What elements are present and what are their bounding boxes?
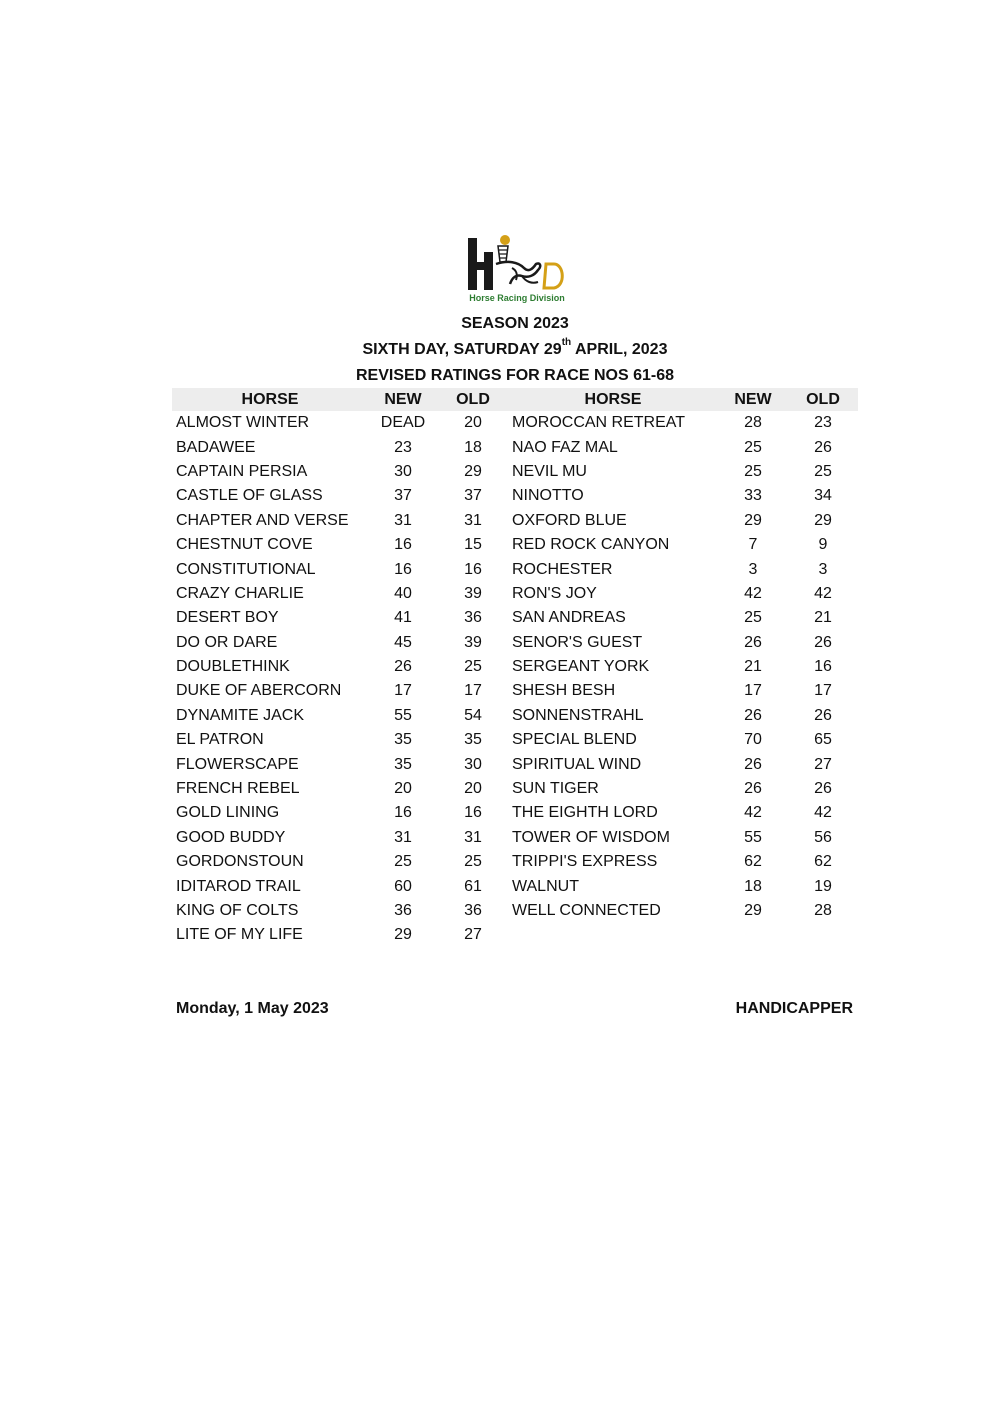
new-rating-right: 18 [744,877,762,895]
table-header-row [172,388,858,411]
old-rating-right: 62 [814,853,832,871]
table-row [172,679,858,703]
new-rating-left: 16 [394,804,412,822]
horse-name-left: FRENCH REBEL [176,780,300,798]
table-row [172,484,858,508]
old-rating-left: 18 [464,438,482,456]
old-rating-left: 35 [464,731,482,749]
table-row [172,874,858,898]
old-rating-right: 28 [814,902,832,919]
old-rating-left: 15 [464,536,482,554]
new-rating-right: 62 [744,853,762,871]
horse-name-left: EL PATRON [176,731,264,749]
horse-name-right: SERGEANT YORK [512,658,650,676]
new-rating-right: 26 [744,706,762,724]
new-rating-left: 20 [394,780,412,798]
horse-name-left: KING OF COLTS [176,902,299,919]
new-rating-right: 29 [744,902,762,919]
table-row [172,533,858,557]
hrd-logo [462,234,572,308]
horse-name-right: RON'S JOY [512,584,597,602]
horse-name-right: SAN ANDREAS [512,609,626,627]
horse-name-left: BADAWEE [176,438,256,456]
new-rating-left: DEAD [380,414,426,432]
col-new-right: NEW [718,388,788,411]
horse-name-left: GORDONSTOUN [176,853,304,871]
old-rating-right: 19 [814,877,832,895]
new-rating-left: 41 [394,609,412,627]
table-row [172,850,858,874]
race-day-ordinal: th [561,336,572,348]
horse-name-right: SPECIAL BLEND [512,731,637,749]
horse-name-left: DESERT BOY [176,609,279,627]
table-row [172,777,858,801]
horse-name-left: CAPTAIN PERSIA [176,462,308,480]
logo-caption: Horse Racing Division [469,293,565,303]
horse-name-left: GOOD BUDDY [176,828,286,846]
new-rating-left: 45 [394,633,412,651]
horse-name-right: TRIPPI'S EXPRESS [512,853,658,871]
horse-name-right [508,923,718,947]
col-new-left: NEW [368,388,438,411]
table-row [172,582,858,606]
old-rating-right: 26 [814,706,832,724]
new-rating-left: 16 [394,536,412,554]
old-rating-right: 3 [818,560,828,578]
table-row [172,509,858,533]
new-rating-left: 60 [394,877,412,895]
old-rating-right: 9 [818,536,828,554]
season-title: SEASON 2023 [461,315,569,332]
new-rating-left: 31 [394,511,412,529]
new-rating-right: 55 [744,828,762,846]
old-rating-left: 61 [464,877,482,895]
new-rating-right: 25 [744,438,762,456]
new-rating-right: 17 [744,682,762,700]
old-rating-right: 34 [814,487,832,505]
horse-name-left: CHESTNUT COVE [176,536,313,554]
old-rating-left: 39 [464,633,482,651]
horse-name-left: CHAPTER AND VERSE [176,511,349,529]
race-day-suffix: APRIL, 2023 [571,341,668,358]
old-rating-right: 26 [814,438,832,456]
old-rating-right: 42 [814,804,832,822]
old-rating-left: 37 [464,487,482,505]
horse-name-right: NINOTTO [512,487,584,505]
horse-name-right: SENOR'S GUEST [512,633,643,651]
table-row [172,460,858,484]
new-rating-left: 30 [394,462,412,480]
old-rating-left: 54 [464,706,482,724]
new-rating-left: 23 [394,438,412,456]
horse-name-left: DYNAMITE JACK [176,706,305,724]
old-rating-left: 36 [464,609,482,627]
new-rating-left: 31 [394,828,412,846]
race-day-title [172,336,858,360]
ratings-table [172,388,858,948]
horse-name-right: RED ROCK CANYON [512,536,670,554]
new-rating-left: 55 [394,706,412,724]
revised-ratings-title: REVISED RATINGS FOR RACE NOS 61-68 [356,367,674,384]
table-row [172,631,858,655]
new-rating-right: 26 [744,780,762,798]
old-rating-right: 25 [814,462,832,480]
table-row [172,435,858,459]
new-rating-left: 29 [394,926,412,944]
new-rating-left: 16 [394,560,412,578]
horse-name-right: ROCHESTER [512,560,613,578]
horse-name-left: CASTLE OF GLASS [176,487,323,505]
old-rating-right: 26 [814,780,832,798]
old-rating-right: 56 [814,828,832,846]
table-row [172,411,858,435]
horse-name-right: SHESH BESH [512,682,616,700]
new-rating-right: 21 [744,658,762,676]
old-rating-left: 36 [464,902,482,919]
new-rating-right [718,923,788,947]
new-rating-right: 70 [744,731,762,749]
horse-name-left: CONSTITUTIONAL [176,560,316,578]
horse-name-left: LITE OF MY LIFE [176,926,303,944]
horse-name-right: OXFORD BLUE [512,511,627,529]
old-rating-left: 30 [464,755,482,773]
horse-name-right: SPIRITUAL WIND [512,755,642,773]
col-old-left: OLD [438,388,508,411]
new-rating-right: 26 [744,633,762,651]
new-rating-right: 28 [744,414,762,432]
table-row [172,704,858,728]
ratings-body [172,411,858,948]
horse-name-left: DUKE OF ABERCORN [176,682,342,700]
old-rating-right: 29 [814,511,832,529]
horse-name-right: SUN TIGER [512,780,599,798]
horse-name-left: FLOWERSCAPE [176,755,299,773]
old-rating-left: 31 [464,511,482,529]
new-rating-left: 26 [394,658,412,676]
old-rating-left: 20 [464,414,482,432]
old-rating-right [788,923,858,947]
old-rating-right: 16 [814,658,832,676]
old-rating-right: 27 [814,755,832,773]
new-rating-left: 35 [394,755,412,773]
new-rating-left: 37 [394,487,412,505]
table-row [172,655,858,679]
horse-name-left: CRAZY CHARLIE [176,584,304,602]
horse-name-left: DOUBLETHINK [176,658,290,676]
old-rating-left: 20 [464,780,482,798]
new-rating-right: 42 [744,584,762,602]
table-row [172,557,858,581]
table-row [172,728,858,752]
race-day-prefix: SIXTH DAY, SATURDAY 29 [362,341,562,358]
horse-name-right: NEVIL MU [512,462,587,480]
old-rating-right: 65 [814,731,832,749]
horse-name-left: GOLD LINING [176,804,280,822]
old-rating-left: 17 [464,682,482,700]
new-rating-right: 25 [744,462,762,480]
col-old-right: OLD [788,388,858,411]
old-rating-left: 25 [464,853,482,871]
horse-name-left: ALMOST WINTER [176,414,310,432]
new-rating-right: 33 [744,487,762,505]
new-rating-left: 25 [394,853,412,871]
table-row [172,606,858,630]
new-rating-right: 42 [744,804,762,822]
horse-racing-logo-icon [462,234,572,294]
table-row [172,923,858,947]
old-rating-left: 31 [464,828,482,846]
old-rating-left: 29 [464,462,482,480]
horse-name-left: IDITAROD TRAIL [176,877,301,895]
new-rating-left: 36 [394,902,412,919]
new-rating-left: 40 [394,584,412,602]
old-rating-right: 26 [814,633,832,651]
new-rating-right: 26 [744,755,762,773]
horse-name-right: WELL CONNECTED [512,902,661,919]
horse-name-right: WALNUT [512,877,579,895]
new-rating-right: 3 [748,560,758,578]
footer-date: Monday, 1 May 2023 [176,1000,329,1017]
horse-name-right: TOWER OF WISDOM [512,828,670,846]
old-rating-right: 21 [814,609,832,627]
old-rating-left: 25 [464,658,482,676]
horse-name-right: THE EIGHTH LORD [512,804,658,822]
new-rating-left: 35 [394,731,412,749]
col-horse-left: HORSE [172,388,368,411]
footer-handicapper: HANDICAPPER [735,1000,853,1017]
old-rating-left: 16 [464,560,482,578]
old-rating-right: 23 [814,414,832,432]
new-rating-right: 7 [748,536,758,554]
old-rating-right: 17 [814,682,832,700]
old-rating-left: 39 [464,584,482,602]
table-row [172,899,858,923]
horse-name-right: MOROCCAN RETREAT [512,414,686,432]
old-rating-left: 27 [464,926,482,944]
col-horse-right: HORSE [508,388,718,411]
horse-name-right: SONNENSTRAHL [512,706,644,724]
old-rating-right: 42 [814,584,832,602]
table-row [172,801,858,825]
table-row [172,752,858,776]
new-rating-left: 17 [394,682,412,700]
horse-name-right: NAO FAZ MAL [512,438,618,456]
new-rating-right: 29 [744,511,762,529]
horse-name-left: DO OR DARE [176,633,278,651]
new-rating-right: 25 [744,609,762,627]
old-rating-left: 16 [464,804,482,822]
table-row [172,826,858,850]
